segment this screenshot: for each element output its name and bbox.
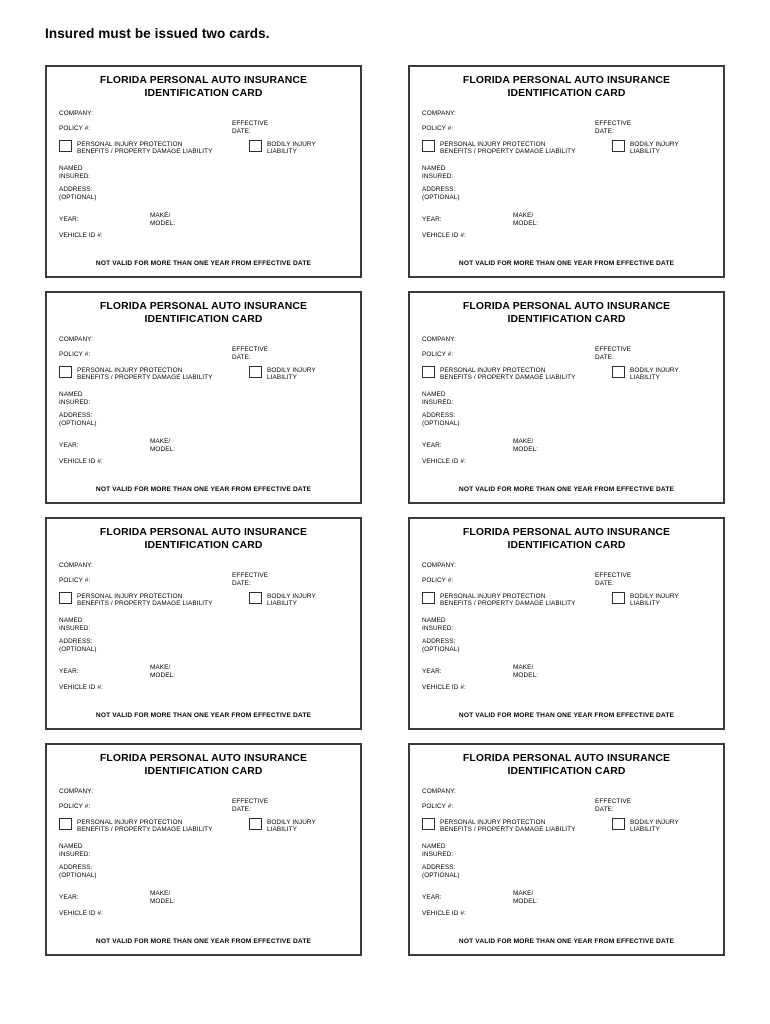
pip-coverage-option[interactable]	[59, 818, 212, 833]
bodily-injury-checkbox-label	[267, 366, 316, 381]
card-title-line2: IDENTIFICATION CARD	[507, 765, 626, 777]
insurance-id-card	[45, 743, 362, 956]
card-title-line2: IDENTIFICATION CARD	[144, 539, 263, 551]
named-insured-label	[59, 165, 90, 180]
named-insured-line2: INSURED:	[59, 172, 91, 180]
address-label	[422, 412, 460, 427]
card-footer-notice: NOT VALID FOR MORE THAN ONE YEAR FROM EFFECTIVE DATE	[458, 260, 675, 267]
bodily-injury-coverage-option[interactable]	[249, 366, 316, 381]
bodily-injury-coverage-option[interactable]	[249, 818, 316, 833]
pip-coverage-option[interactable]	[422, 366, 575, 381]
address-label	[422, 638, 460, 653]
address-line1: ADDRESS:	[422, 412, 456, 419]
effective-date-label-line1: EFFECTIVE	[232, 572, 269, 579]
card-title-line1: FLORIDA PERSONAL AUTO INSURANCE	[462, 301, 671, 312]
insurance-id-card	[408, 743, 725, 956]
named-insured-label	[422, 843, 453, 858]
year-label: YEAR:	[59, 668, 79, 675]
make-model-line2: MODEL:	[150, 219, 176, 227]
pip-checkbox-label	[440, 818, 575, 833]
address-optional-note: (OPTIONAL)	[59, 871, 97, 879]
effective-date-label	[232, 572, 268, 587]
coverage-checkbox-row	[59, 366, 350, 384]
card-title	[410, 75, 723, 100]
company-label: COMPANY:	[422, 110, 457, 117]
named-insured-line2: INSURED:	[422, 624, 454, 632]
make-model-label	[513, 438, 538, 453]
company-label: COMPANY:	[59, 336, 94, 343]
card-title-line2: IDENTIFICATION CARD	[507, 313, 626, 325]
policy-number-label: POLICY #:	[422, 351, 454, 358]
bodily-injury-label-line1: BODILY INJURY	[267, 592, 316, 600]
address-line1: ADDRESS:	[422, 864, 456, 871]
make-model-label	[513, 664, 538, 679]
pip-checkbox-label	[77, 818, 212, 833]
card-footer-notice: NOT VALID FOR MORE THAN ONE YEAR FROM EFFECTIVE DATE	[458, 712, 675, 719]
pip-coverage-option[interactable]	[422, 592, 575, 607]
effective-date-label-line2: DATE:	[232, 127, 251, 135]
pip-checkbox-label	[440, 140, 575, 155]
card-footer-notice: NOT VALID FOR MORE THAN ONE YEAR FROM EFFECTIVE DATE	[95, 712, 312, 719]
named-insured-line2: INSURED:	[59, 850, 91, 858]
pip-label-line2: BENEFITS / PROPERTY DAMAGE LIABILITY	[440, 373, 576, 381]
named-insured-line2: INSURED:	[422, 172, 454, 180]
pip-checkbox[interactable]	[59, 140, 72, 152]
pip-checkbox-label	[77, 592, 212, 607]
coverage-checkbox-row	[422, 140, 713, 158]
pip-coverage-option[interactable]	[59, 592, 212, 607]
address-line1: ADDRESS:	[422, 638, 456, 645]
address-label	[59, 638, 97, 653]
bodily-injury-checkbox-label	[267, 818, 316, 833]
card-footer-notice: NOT VALID FOR MORE THAN ONE YEAR FROM EFFECTIVE DATE	[95, 260, 312, 267]
bodily-injury-label-line1: BODILY INJURY	[630, 140, 679, 148]
card-title-line2: IDENTIFICATION CARD	[507, 539, 626, 551]
address-optional-note: (OPTIONAL)	[422, 645, 460, 653]
policy-number-label: POLICY #:	[59, 577, 91, 584]
card-title-line1: FLORIDA PERSONAL AUTO INSURANCE	[99, 753, 308, 764]
company-label: COMPANY:	[59, 562, 94, 569]
coverage-checkbox-row	[59, 592, 350, 610]
make-model-line1: MAKE/	[150, 212, 171, 219]
effective-date-label-line2: DATE:	[232, 579, 251, 587]
effective-date-label	[232, 120, 268, 135]
bodily-injury-label-line1: BODILY INJURY	[267, 366, 316, 374]
coverage-checkbox-row	[59, 140, 350, 158]
bodily-injury-checkbox-label	[630, 818, 679, 833]
bodily-injury-checkbox[interactable]	[249, 140, 262, 152]
policy-number-label: POLICY #:	[59, 351, 91, 358]
card-title	[47, 301, 360, 326]
effective-date-label	[232, 346, 268, 361]
make-model-label	[150, 438, 175, 453]
insurance-id-card	[408, 291, 725, 504]
make-model-line1: MAKE/	[513, 890, 534, 897]
pip-label-line1: PERSONAL INJURY PROTECTION	[77, 366, 183, 374]
address-line1: ADDRESS:	[59, 412, 93, 419]
year-label: YEAR:	[422, 668, 442, 675]
card-footer-notice: NOT VALID FOR MORE THAN ONE YEAR FROM EFFECTIVE DATE	[95, 938, 312, 945]
card-title-line2: IDENTIFICATION CARD	[507, 87, 626, 99]
address-label	[422, 864, 460, 879]
pip-label-line1: PERSONAL INJURY PROTECTION	[440, 818, 546, 826]
bodily-injury-label-line1: BODILY INJURY	[630, 366, 679, 374]
bodily-injury-checkbox[interactable]	[612, 140, 625, 152]
named-insured-line1: NAMED	[59, 617, 83, 624]
card-title-line2: IDENTIFICATION CARD	[144, 87, 263, 99]
bodily-injury-label-line1: BODILY INJURY	[630, 592, 679, 600]
pip-coverage-option[interactable]	[422, 140, 575, 155]
address-line1: ADDRESS:	[59, 864, 93, 871]
insurance-id-card	[45, 517, 362, 730]
named-insured-label	[422, 391, 453, 406]
insurance-id-card	[45, 291, 362, 504]
address-label	[59, 186, 97, 201]
named-insured-line1: NAMED	[422, 617, 446, 624]
effective-date-label-line2: DATE:	[595, 353, 614, 361]
bodily-injury-label-line2: LIABILITY	[267, 825, 298, 833]
bodily-injury-checkbox[interactable]	[249, 592, 262, 604]
policy-number-label: POLICY #:	[59, 125, 91, 132]
address-optional-note: (OPTIONAL)	[59, 419, 97, 427]
card-title-line1: FLORIDA PERSONAL AUTO INSURANCE	[462, 75, 671, 86]
make-model-line1: MAKE/	[513, 664, 534, 671]
bodily-injury-label-line1: BODILY INJURY	[267, 140, 316, 148]
pip-checkbox[interactable]	[422, 592, 435, 604]
make-model-label	[150, 890, 175, 905]
bodily-injury-coverage-option[interactable]	[249, 140, 316, 155]
year-label: YEAR:	[422, 442, 442, 449]
bodily-injury-coverage-option[interactable]	[612, 140, 679, 155]
pip-checkbox[interactable]	[59, 818, 72, 830]
named-insured-line1: NAMED	[422, 843, 446, 850]
named-insured-line1: NAMED	[59, 843, 83, 850]
coverage-checkbox-row	[59, 818, 350, 836]
effective-date-label	[595, 346, 631, 361]
pip-coverage-option[interactable]	[59, 366, 212, 381]
make-model-label	[513, 890, 538, 905]
bodily-injury-label-line2: LIABILITY	[267, 599, 298, 607]
effective-date-label-line2: DATE:	[232, 353, 251, 361]
vehicle-id-label: VEHICLE ID #:	[422, 458, 466, 465]
address-label	[422, 186, 460, 201]
card-title	[410, 301, 723, 326]
address-line1: ADDRESS:	[422, 186, 456, 193]
year-label: YEAR:	[59, 894, 79, 901]
pip-label-line1: PERSONAL INJURY PROTECTION	[440, 592, 546, 600]
named-insured-line1: NAMED	[59, 165, 83, 172]
vehicle-id-label: VEHICLE ID #:	[59, 458, 103, 465]
card-title-line1: FLORIDA PERSONAL AUTO INSURANCE	[99, 527, 308, 538]
pip-checkbox[interactable]	[422, 140, 435, 152]
coverage-checkbox-row	[422, 818, 713, 836]
address-optional-note: (OPTIONAL)	[59, 645, 97, 653]
bodily-injury-label-line2: LIABILITY	[630, 599, 661, 607]
make-model-label	[150, 664, 175, 679]
make-model-line1: MAKE/	[150, 890, 171, 897]
year-label: YEAR:	[59, 216, 79, 223]
named-insured-line2: INSURED:	[422, 850, 454, 858]
pip-label-line1: PERSONAL INJURY PROTECTION	[440, 366, 546, 374]
bodily-injury-coverage-option[interactable]	[612, 366, 679, 381]
card-title-line1: FLORIDA PERSONAL AUTO INSURANCE	[462, 753, 671, 764]
bodily-injury-label-line2: LIABILITY	[267, 147, 298, 155]
make-model-line2: MODEL:	[513, 897, 539, 905]
bodily-injury-label-line2: LIABILITY	[267, 373, 298, 381]
address-line1: ADDRESS:	[59, 186, 93, 193]
named-insured-label	[422, 165, 453, 180]
card-title-line1: FLORIDA PERSONAL AUTO INSURANCE	[99, 301, 308, 312]
pip-label-line2: BENEFITS / PROPERTY DAMAGE LIABILITY	[440, 147, 576, 155]
effective-date-label-line1: EFFECTIVE	[595, 120, 632, 127]
make-model-line1: MAKE/	[513, 438, 534, 445]
pip-checkbox-label	[440, 366, 575, 381]
pip-checkbox-label	[77, 366, 212, 381]
make-model-line1: MAKE/	[150, 438, 171, 445]
card-title-line2: IDENTIFICATION CARD	[144, 313, 263, 325]
insurance-id-card	[408, 517, 725, 730]
company-label: COMPANY:	[59, 788, 94, 795]
effective-date-label-line1: EFFECTIVE	[595, 346, 632, 353]
pip-label-line1: PERSONAL INJURY PROTECTION	[77, 140, 183, 148]
vehicle-id-label: VEHICLE ID #:	[422, 232, 466, 239]
bodily-injury-label-line1: BODILY INJURY	[267, 818, 316, 826]
pip-checkbox-label	[440, 592, 575, 607]
bodily-injury-checkbox[interactable]	[612, 366, 625, 378]
named-insured-line1: NAMED	[422, 165, 446, 172]
pip-label-line2: BENEFITS / PROPERTY DAMAGE LIABILITY	[77, 373, 213, 381]
effective-date-label	[595, 120, 631, 135]
bodily-injury-coverage-option[interactable]	[612, 818, 679, 833]
card-title	[47, 527, 360, 552]
address-optional-note: (OPTIONAL)	[422, 871, 460, 879]
bodily-injury-checkbox[interactable]	[612, 592, 625, 604]
card-title	[47, 75, 360, 100]
bodily-injury-checkbox[interactable]	[249, 818, 262, 830]
effective-date-label-line1: EFFECTIVE	[232, 346, 269, 353]
bodily-injury-coverage-option[interactable]	[612, 592, 679, 607]
bodily-injury-label-line2: LIABILITY	[630, 147, 661, 155]
effective-date-label-line2: DATE:	[595, 127, 614, 135]
bodily-injury-label-line1: BODILY INJURY	[630, 818, 679, 826]
pip-label-line1: PERSONAL INJURY PROTECTION	[440, 140, 546, 148]
coverage-checkbox-row	[422, 592, 713, 610]
pip-label-line1: PERSONAL INJURY PROTECTION	[77, 592, 183, 600]
card-title	[410, 753, 723, 778]
make-model-line1: MAKE/	[513, 212, 534, 219]
named-insured-label	[59, 391, 90, 406]
pip-label-line2: BENEFITS / PROPERTY DAMAGE LIABILITY	[77, 825, 213, 833]
named-insured-line2: INSURED:	[59, 624, 91, 632]
bodily-injury-checkbox-label	[630, 592, 679, 607]
policy-number-label: POLICY #:	[59, 803, 91, 810]
bodily-injury-checkbox[interactable]	[612, 818, 625, 830]
bodily-injury-checkbox-label	[630, 366, 679, 381]
card-footer-notice: NOT VALID FOR MORE THAN ONE YEAR FROM EFFECTIVE DATE	[458, 938, 675, 945]
pip-label-line2: BENEFITS / PROPERTY DAMAGE LIABILITY	[77, 599, 213, 607]
vehicle-id-label: VEHICLE ID #:	[422, 910, 466, 917]
make-model-line2: MODEL:	[513, 671, 539, 679]
address-optional-note: (OPTIONAL)	[422, 193, 460, 201]
effective-date-label	[595, 572, 631, 587]
make-model-line2: MODEL:	[150, 671, 176, 679]
make-model-label	[513, 212, 538, 227]
make-model-line1: MAKE/	[150, 664, 171, 671]
card-title-line1: FLORIDA PERSONAL AUTO INSURANCE	[99, 75, 308, 86]
pip-label-line2: BENEFITS / PROPERTY DAMAGE LIABILITY	[440, 825, 576, 833]
pip-checkbox[interactable]	[59, 366, 72, 378]
named-insured-line1: NAMED	[59, 391, 83, 398]
bodily-injury-label-line2: LIABILITY	[630, 825, 661, 833]
named-insured-line2: INSURED:	[59, 398, 91, 406]
make-model-label	[150, 212, 175, 227]
policy-number-label: POLICY #:	[422, 803, 454, 810]
insurance-id-card	[45, 65, 362, 278]
named-insured-line1: NAMED	[422, 391, 446, 398]
make-model-line2: MODEL:	[513, 219, 539, 227]
year-label: YEAR:	[59, 442, 79, 449]
pip-label-line1: PERSONAL INJURY PROTECTION	[77, 818, 183, 826]
bodily-injury-checkbox[interactable]	[249, 366, 262, 378]
policy-number-label: POLICY #:	[422, 577, 454, 584]
year-label: YEAR:	[422, 894, 442, 901]
address-line1: ADDRESS:	[59, 638, 93, 645]
make-model-line2: MODEL:	[150, 445, 176, 453]
card-title	[410, 527, 723, 552]
policy-number-label: POLICY #:	[422, 125, 454, 132]
pip-coverage-option[interactable]	[422, 818, 575, 833]
named-insured-label	[59, 617, 90, 632]
year-label: YEAR:	[422, 216, 442, 223]
bodily-injury-label-line2: LIABILITY	[630, 373, 661, 381]
address-optional-note: (OPTIONAL)	[422, 419, 460, 427]
pip-checkbox[interactable]	[59, 592, 72, 604]
company-label: COMPANY:	[59, 110, 94, 117]
card-title-line1: FLORIDA PERSONAL AUTO INSURANCE	[462, 527, 671, 538]
company-label: COMPANY:	[422, 788, 457, 795]
card-footer-notice: NOT VALID FOR MORE THAN ONE YEAR FROM EFFECTIVE DATE	[95, 486, 312, 493]
vehicle-id-label: VEHICLE ID #:	[59, 232, 103, 239]
card-grid	[45, 65, 725, 956]
page-heading: Insured must be issued two cards.	[45, 26, 270, 41]
effective-date-label-line2: DATE:	[595, 579, 614, 587]
bodily-injury-checkbox-label	[267, 592, 316, 607]
pip-label-line2: BENEFITS / PROPERTY DAMAGE LIABILITY	[77, 147, 213, 155]
make-model-line2: MODEL:	[150, 897, 176, 905]
company-label: COMPANY:	[422, 336, 457, 343]
insurance-id-card	[408, 65, 725, 278]
named-insured-line2: INSURED:	[422, 398, 454, 406]
bodily-injury-checkbox-label	[267, 140, 316, 155]
effective-date-label	[232, 798, 268, 813]
effective-date-label-line1: EFFECTIVE	[232, 120, 269, 127]
effective-date-label-line2: DATE:	[595, 805, 614, 813]
vehicle-id-label: VEHICLE ID #:	[59, 910, 103, 917]
effective-date-label	[595, 798, 631, 813]
card-footer-notice: NOT VALID FOR MORE THAN ONE YEAR FROM EFFECTIVE DATE	[458, 486, 675, 493]
named-insured-label	[422, 617, 453, 632]
card-title-line2: IDENTIFICATION CARD	[144, 765, 263, 777]
pip-checkbox[interactable]	[422, 366, 435, 378]
address-label	[59, 864, 97, 879]
make-model-line2: MODEL:	[513, 445, 539, 453]
coverage-checkbox-row	[422, 366, 713, 384]
address-optional-note: (OPTIONAL)	[59, 193, 97, 201]
effective-date-label-line1: EFFECTIVE	[595, 798, 632, 805]
bodily-injury-checkbox-label	[630, 140, 679, 155]
named-insured-label	[59, 843, 90, 858]
vehicle-id-label: VEHICLE ID #:	[422, 684, 466, 691]
bodily-injury-coverage-option[interactable]	[249, 592, 316, 607]
pip-checkbox[interactable]	[422, 818, 435, 830]
effective-date-label-line2: DATE:	[232, 805, 251, 813]
pip-label-line2: BENEFITS / PROPERTY DAMAGE LIABILITY	[440, 599, 576, 607]
effective-date-label-line1: EFFECTIVE	[595, 572, 632, 579]
card-title	[47, 753, 360, 778]
pip-coverage-option[interactable]	[59, 140, 212, 155]
address-label	[59, 412, 97, 427]
pip-checkbox-label	[77, 140, 212, 155]
effective-date-label-line1: EFFECTIVE	[232, 798, 269, 805]
company-label: COMPANY:	[422, 562, 457, 569]
vehicle-id-label: VEHICLE ID #:	[59, 684, 103, 691]
